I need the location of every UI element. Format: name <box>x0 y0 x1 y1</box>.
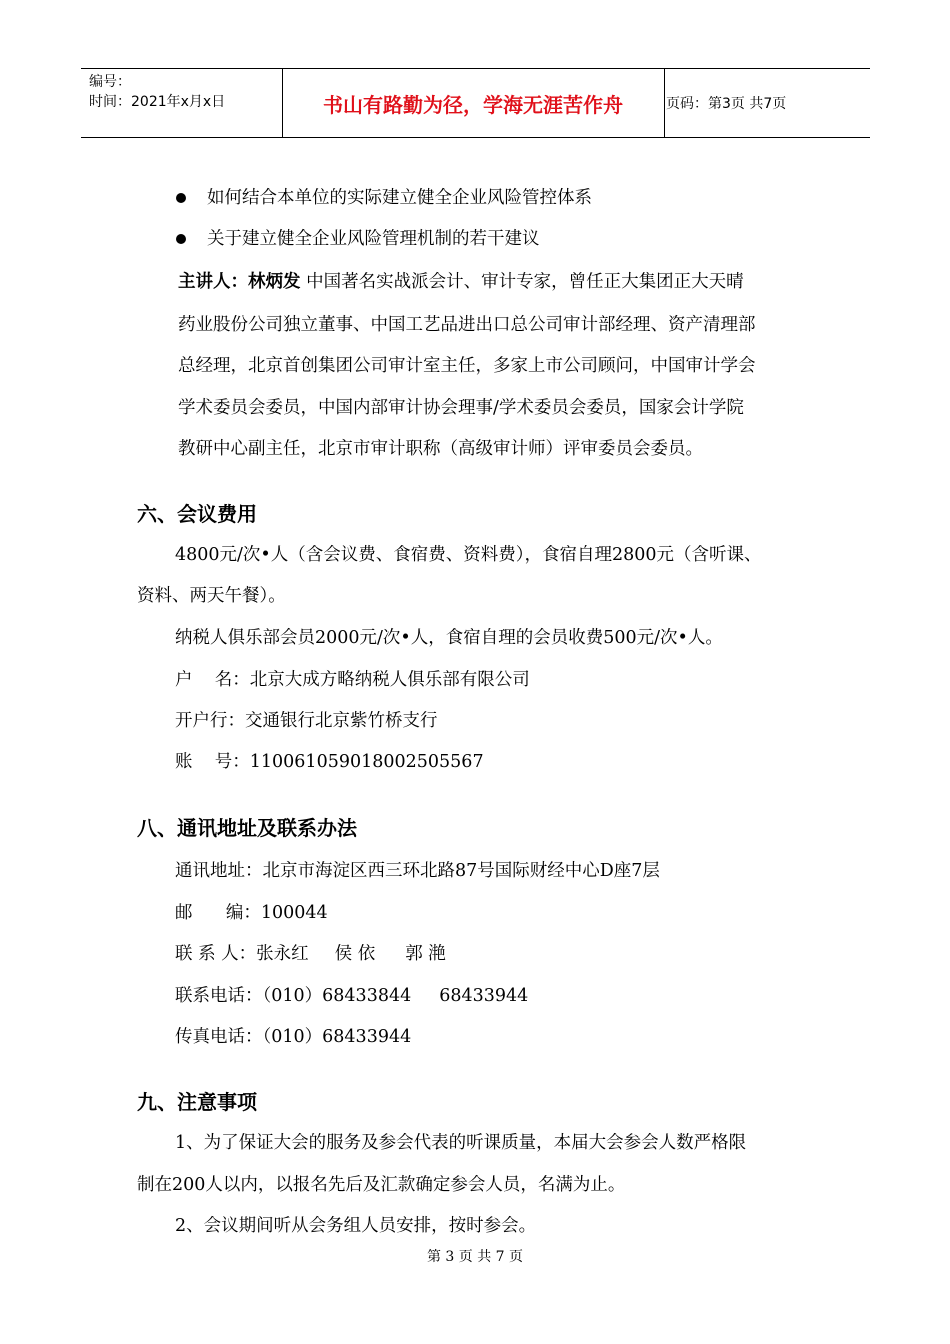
address-value: 北京市海淀区西三环北路87号国际财经中心D座7层 <box>262 861 660 881</box>
phone-value: 68433944 <box>439 986 529 1006</box>
bullet-item: 关于建立健全企业风险管理机制的若干建议 <box>207 229 540 249</box>
section-title: 九、注意事项 <box>137 1090 257 1114</box>
header-number: 编号： <box>89 74 131 90</box>
fax-row <box>175 1025 411 1049</box>
phone-label: 联系电话： <box>175 986 263 1006</box>
document-header <box>81 68 870 138</box>
speaker-bio: 总经理，北京首创集团公司审计室主任，多家上市公司顾问，中国审计学会 <box>178 356 756 376</box>
bank-row <box>175 709 438 733</box>
postcode-row <box>175 901 328 925</box>
header-motto: 书山有路勤为径，学海无涯苦作舟 <box>323 92 623 117</box>
bullet-item: 如何结合本单位的实际建立健全企业风险管控体系 <box>207 188 592 208</box>
account-name-label: 户 名： <box>175 670 250 690</box>
contact-label: 联 系 人： <box>175 944 257 964</box>
speaker-bio: 药业股份公司独立董事、中国工艺品进出口总公司审计部经理、资产清理部 <box>178 315 756 335</box>
phone-value: （010）68433844 <box>262 986 412 1006</box>
speaker-label: 主讲人：林炳发 <box>178 272 301 292</box>
notice-item: 2、会议期间听从会务组人员安排，按时参会。 <box>175 1216 537 1236</box>
fee-text: 资料、两天午餐）。 <box>137 586 286 606</box>
speaker-bio: 学术委员会委员，中国内部审计协会理事/学术委员会委员，国家会计学院 <box>178 398 744 418</box>
fax-value: （010）68433944 <box>262 1027 412 1047</box>
account-name-row <box>175 668 530 692</box>
notice-item: 1、为了保证大会的服务及参会代表的听课质量，本届大会参会人数严格限 <box>175 1133 747 1153</box>
bullet-icon <box>176 193 186 203</box>
speaker-line <box>178 270 744 294</box>
section-title: 六、会议费用 <box>137 502 257 526</box>
bank-value: 交通银行北京紫竹桥支行 <box>245 711 438 731</box>
contact-row <box>175 942 446 966</box>
member-fee-text: 纳税人俱乐部会员2000元/次•人，食宿自理的会员收费500元/次•人。 <box>175 628 723 648</box>
account-number-value: 110061059018002505567 <box>249 752 484 772</box>
header-page: 页码：第3页 共7页 <box>666 96 787 112</box>
header-time: 时间：2021年x月x日 <box>89 94 226 110</box>
contact-person: 郭 滟 <box>405 944 446 964</box>
fee-text: 4800元/次•人（含会议费、食宿费、资料费），食宿自理2800元（含听课、 <box>175 545 762 565</box>
contact-person: 侯 依 <box>334 944 376 964</box>
postcode-label: 邮 编： <box>175 903 261 923</box>
phone-row <box>175 984 528 1008</box>
page-footer: 第 3 页 共 7 页 <box>426 1249 524 1265</box>
speaker-bio: 中国著名实战派会计、审计专家，曾任正大集团正大天晴 <box>306 272 744 292</box>
header-meta <box>89 72 225 112</box>
fax-label: 传真电话： <box>175 1027 263 1047</box>
account-number-label: 账 号： <box>175 752 250 772</box>
address-label: 通讯地址： <box>175 861 263 881</box>
bullet-icon <box>176 234 186 244</box>
account-name-value: 北京大成方略纳税人俱乐部有限公司 <box>249 670 530 690</box>
speaker-bio: 教研中心副主任，北京市审计职称（高级审计师）评审委员会委员。 <box>178 439 703 459</box>
account-number-row <box>175 750 484 774</box>
notice-item: 制在200人以内，以报名先后及汇款确定参会人员，名满为止。 <box>137 1175 626 1195</box>
section-title: 八、通讯地址及联系办法 <box>137 816 357 840</box>
header-divider <box>664 69 665 137</box>
bank-label: 开户行： <box>175 711 245 731</box>
contact-person: 张永红 <box>256 944 309 964</box>
postcode-value: 100044 <box>260 903 328 923</box>
address-row <box>175 859 660 883</box>
